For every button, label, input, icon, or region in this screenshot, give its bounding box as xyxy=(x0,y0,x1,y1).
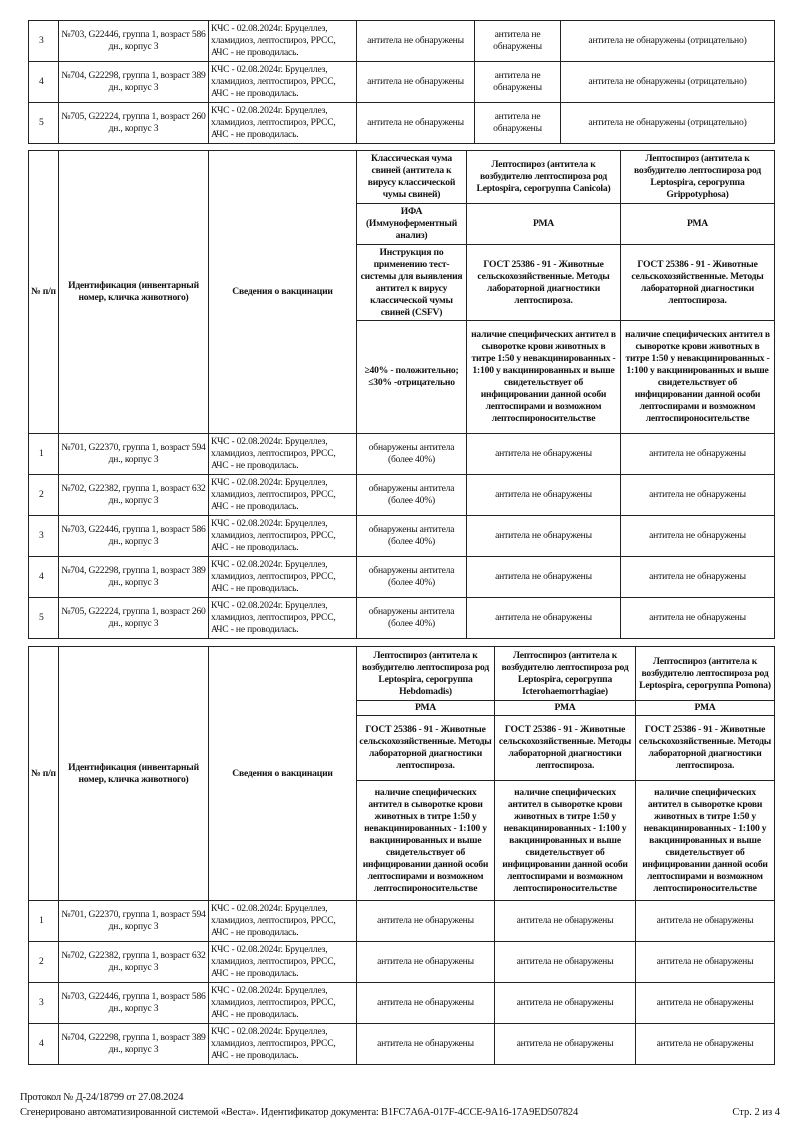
test-name: Лептоспироз (антитела к возбудителю лептоспироза род Leptospira, серогруппа Hebdomadis) xyxy=(357,647,495,701)
result-3: антитела не обнаружены xyxy=(636,942,775,983)
vaccination-info: КЧС - 02.08.2024г. Бруцеллез, хламидиоз, лептоспироз, РРСС, АЧС - не проводилась. xyxy=(209,516,357,557)
animal-identification: №703, G22446, группа 1, возраст 586 дн., корпус 3 xyxy=(59,516,209,557)
animal-identification: №703, G22446, группа 1, возраст 586 дн., корпус 3 xyxy=(59,983,209,1024)
result-3: антитела не обнаружены (отрицательно) xyxy=(561,62,775,103)
animal-identification: №701, G22370, группа 1, возраст 594 дн., корпус 3 xyxy=(59,901,209,942)
result-3: антитела не обнаружены xyxy=(621,598,775,639)
test-method: РМА xyxy=(495,701,636,716)
row-number: 3 xyxy=(29,983,59,1024)
column-header-number: № п/п xyxy=(29,647,59,901)
result-2: антитела не обнаружены xyxy=(467,598,621,639)
test-standard: ГОСТ 25386 - 91 - Животные сельскохозяйственные. Методы лабораторной диагностики лептоспироза. xyxy=(467,245,621,321)
test-standard: ГОСТ 25386 - 91 - Животные сельскохозяйственные. Методы лабораторной диагностики лептоспироза. xyxy=(621,245,775,321)
result-2: антитела не обнаружены xyxy=(495,1024,636,1065)
test-criteria: наличие специфических антител в сыворотке крови животных в титре 1:50 у невакцинированных - 1:100 у вакцинированных и выше свидетельствует об инфицировании данной особи лептоспирами и возможном лептоспироносительстве xyxy=(621,321,775,434)
result-2: антитела не обнаружены xyxy=(495,983,636,1024)
column-header-vaccination: Сведения о вакцинации xyxy=(209,151,357,434)
test-criteria: наличие специфических антител в сыворотке крови животных в титре 1:50 у невакцинированных - 1:100 у вакцинированных и выше свидетельствует об инфицировании данной особи лептоспирами и возможном лептоспироносительстве xyxy=(357,781,495,901)
row-number: 2 xyxy=(29,475,59,516)
result-3: антитела не обнаружены xyxy=(621,557,775,598)
test-method: РМА xyxy=(467,204,621,245)
test-name: Классическая чума свиней (антитела к вирусу классической чумы свиней) xyxy=(357,151,467,204)
result-1: антитела не обнаружены xyxy=(357,901,495,942)
test-method: РМА xyxy=(621,204,775,245)
vaccination-info: КЧС - 02.08.2024г. Бруцеллез, хламидиоз, лептоспироз, РРСС, АЧС - не проводилась. xyxy=(209,598,357,639)
vaccination-info: КЧС - 02.08.2024г. Бруцеллез, хламидиоз, лептоспироз, РРСС, АЧС - не проводилась. xyxy=(209,557,357,598)
table-row xyxy=(29,1024,775,1065)
animal-identification: №704, G22298, группа 1, возраст 389 дн., корпус 3 xyxy=(59,557,209,598)
result-1: антитела не обнаружены xyxy=(357,983,495,1024)
result-1: обнаружены антитела (более 40%) xyxy=(357,557,467,598)
test-standard: ГОСТ 25386 - 91 - Животные сельскохозяйственные. Методы лабораторной диагностики лептоспироза. xyxy=(495,716,636,781)
result-1: антитела не обнаружены xyxy=(357,1024,495,1065)
test-criteria: наличие специфических антител в сыворотке крови животных в титре 1:50 у невакцинированных - 1:100 у вакцинированных и выше свидетельствует об инфицировании данной особи лептоспирами и возможном лептоспироносительстве xyxy=(467,321,621,434)
result-1: обнаружены антитела (более 40%) xyxy=(357,598,467,639)
result-3: антитела не обнаружены (отрицательно) xyxy=(561,21,775,62)
result-1: антитела не обнаружены xyxy=(357,103,475,144)
column-header-identification: Идентификация (инвентарный номер, кличка животного) xyxy=(59,151,209,434)
table-row xyxy=(29,598,775,639)
row-number: 4 xyxy=(29,62,59,103)
result-3: антитела не обнаружены (отрицательно) xyxy=(561,103,775,144)
table-row xyxy=(29,103,775,144)
table-row xyxy=(29,942,775,983)
result-2: антитела не обнаружены xyxy=(495,942,636,983)
test-criteria: наличие специфических антител в сыворотке крови животных в титре 1:50 у невакцинированных - 1:100 у вакцинированных и выше свидетельствует об инфицировании данной особи лептоспирами и возможном лептоспироносительстве xyxy=(636,781,775,901)
table-row xyxy=(29,62,775,103)
column-header-identification: Идентификация (инвентарный номер, кличка животного) xyxy=(59,647,209,901)
header-row xyxy=(29,151,775,204)
animal-identification: №705, G22224, группа 1, возраст 260 дн., корпус 3 xyxy=(59,598,209,639)
result-2: антитела не обнаружены xyxy=(475,62,561,103)
result-1: антитела не обнаружены xyxy=(357,62,475,103)
row-number: 1 xyxy=(29,901,59,942)
test-name: Лептоспироз (антитела к возбудителю лептоспироза род Leptospira, серогруппа Icterohaemorrhagiae) xyxy=(495,647,636,701)
result-3: антитела не обнаружены xyxy=(636,901,775,942)
result-3: антитела не обнаружены xyxy=(636,1024,775,1065)
result-1: обнаружены антитела (более 40%) xyxy=(357,516,467,557)
table-row xyxy=(29,434,775,475)
vaccination-info: КЧС - 02.08.2024г. Бруцеллез, хламидиоз, лептоспироз, РРСС, АЧС - не проводилась. xyxy=(209,21,357,62)
results-table-csf-leptospira xyxy=(28,150,775,639)
row-number: 5 xyxy=(29,598,59,639)
page-number: Стр. 2 из 4 xyxy=(732,1107,780,1118)
row-number: 4 xyxy=(29,557,59,598)
results-table-leptospira xyxy=(28,646,775,1065)
generated-by-note: Сгенерировано автоматизированной системой «Веста». Идентификатор документа: B1FC7A6A-017F-4CCE-9A16-17A9ED507824 xyxy=(20,1107,579,1118)
result-3: антитела не обнаружены xyxy=(621,475,775,516)
table-row xyxy=(29,516,775,557)
header-row xyxy=(29,647,775,701)
table-row xyxy=(29,983,775,1024)
result-2: антитела не обнаружены xyxy=(467,557,621,598)
result-3: антитела не обнаружены xyxy=(621,434,775,475)
row-number: 5 xyxy=(29,103,59,144)
result-1: антитела не обнаружены xyxy=(357,942,495,983)
table-row xyxy=(29,557,775,598)
animal-identification: №702, G22382, группа 1, возраст 632 дн., корпус 3 xyxy=(59,475,209,516)
animal-identification: №704, G22298, группа 1, возраст 389 дн., корпус 3 xyxy=(59,62,209,103)
test-criteria: ≥40% - положительно; ≤30% -отрицательно xyxy=(357,321,467,434)
animal-identification: №703, G22446, группа 1, возраст 586 дн., корпус 3 xyxy=(59,21,209,62)
animal-identification: №704, G22298, группа 1, возраст 389 дн., корпус 3 xyxy=(59,1024,209,1065)
test-name: Лептоспироз (антитела к возбудителю лептоспироза род Leptospira, серогруппа Pomona) xyxy=(636,647,775,701)
column-header-vaccination: Сведения о вакцинации xyxy=(209,647,357,901)
column-header-number: № п/п xyxy=(29,151,59,434)
test-method: ИФА (Иммуноферментный анализ) xyxy=(357,204,467,245)
row-number: 1 xyxy=(29,434,59,475)
result-2: антитела не обнаружены xyxy=(467,475,621,516)
result-2: антитела не обнаружены xyxy=(467,516,621,557)
result-1: обнаружены антитела (более 40%) xyxy=(357,475,467,516)
test-method: РМА xyxy=(357,701,495,716)
result-1: обнаружены антитела (более 40%) xyxy=(357,434,467,475)
table-row xyxy=(29,21,775,62)
test-criteria: наличие специфических антител в сыворотке крови животных в титре 1:50 у невакцинированных - 1:100 у вакцинированных и выше свидетельствует об инфицировании данной особи лептоспирами и возможном лептоспироносительстве xyxy=(495,781,636,901)
animal-identification: №702, G22382, группа 1, возраст 632 дн., корпус 3 xyxy=(59,942,209,983)
result-3: антитела не обнаружены xyxy=(636,983,775,1024)
results-table-continued xyxy=(28,20,775,144)
test-standard: Инструкция по применению тест-системы для выявления антител к вирусу классической чумы свиней (CSFV) xyxy=(357,245,467,321)
result-2: антитела не обнаружены xyxy=(495,901,636,942)
row-number: 3 xyxy=(29,21,59,62)
table-row xyxy=(29,475,775,516)
test-name: Лептоспироз (антитела к возбудителю лептоспироза род Leptospira, серогруппа Grippotyphosa) xyxy=(621,151,775,204)
test-method: РМА xyxy=(636,701,775,716)
vaccination-info: КЧС - 02.08.2024г. Бруцеллез, хламидиоз, лептоспироз, РРСС, АЧС - не проводилась. xyxy=(209,983,357,1024)
vaccination-info: КЧС - 02.08.2024г. Бруцеллез, хламидиоз, лептоспироз, РРСС, АЧС - не проводилась. xyxy=(209,103,357,144)
result-3: антитела не обнаружены xyxy=(621,516,775,557)
result-2: антитела не обнаружены xyxy=(475,21,561,62)
table-row xyxy=(29,901,775,942)
animal-identification: №701, G22370, группа 1, возраст 594 дн., корпус 3 xyxy=(59,434,209,475)
vaccination-info: КЧС - 02.08.2024г. Бруцеллез, хламидиоз, лептоспироз, РРСС, АЧС - не проводилась. xyxy=(209,62,357,103)
protocol-number: Протокол № Д-24/18799 от 27.08.2024 xyxy=(20,1092,184,1103)
animal-identification: №705, G22224, группа 1, возраст 260 дн., корпус 3 xyxy=(59,103,209,144)
vaccination-info: КЧС - 02.08.2024г. Бруцеллез, хламидиоз, лептоспироз, РРСС, АЧС - не проводилась. xyxy=(209,1024,357,1065)
test-name: Лептоспироз (антитела к возбудителю лептоспироза род Leptospira, серогруппа Canicola) xyxy=(467,151,621,204)
vaccination-info: КЧС - 02.08.2024г. Бруцеллез, хламидиоз, лептоспироз, РРСС, АЧС - не проводилась. xyxy=(209,942,357,983)
result-2: антитела не обнаружены xyxy=(467,434,621,475)
vaccination-info: КЧС - 02.08.2024г. Бруцеллез, хламидиоз, лептоспироз, РРСС, АЧС - не проводилась. xyxy=(209,434,357,475)
result-2: антитела не обнаружены xyxy=(475,103,561,144)
row-number: 2 xyxy=(29,942,59,983)
result-1: антитела не обнаружены xyxy=(357,21,475,62)
vaccination-info: КЧС - 02.08.2024г. Бруцеллез, хламидиоз, лептоспироз, РРСС, АЧС - не проводилась. xyxy=(209,475,357,516)
row-number: 4 xyxy=(29,1024,59,1065)
test-standard: ГОСТ 25386 - 91 - Животные сельскохозяйственные. Методы лабораторной диагностики лептоспироза. xyxy=(357,716,495,781)
vaccination-info: КЧС - 02.08.2024г. Бруцеллез, хламидиоз, лептоспироз, РРСС, АЧС - не проводилась. xyxy=(209,901,357,942)
test-standard: ГОСТ 25386 - 91 - Животные сельскохозяйственные. Методы лабораторной диагностики лептоспироза. xyxy=(636,716,775,781)
row-number: 3 xyxy=(29,516,59,557)
